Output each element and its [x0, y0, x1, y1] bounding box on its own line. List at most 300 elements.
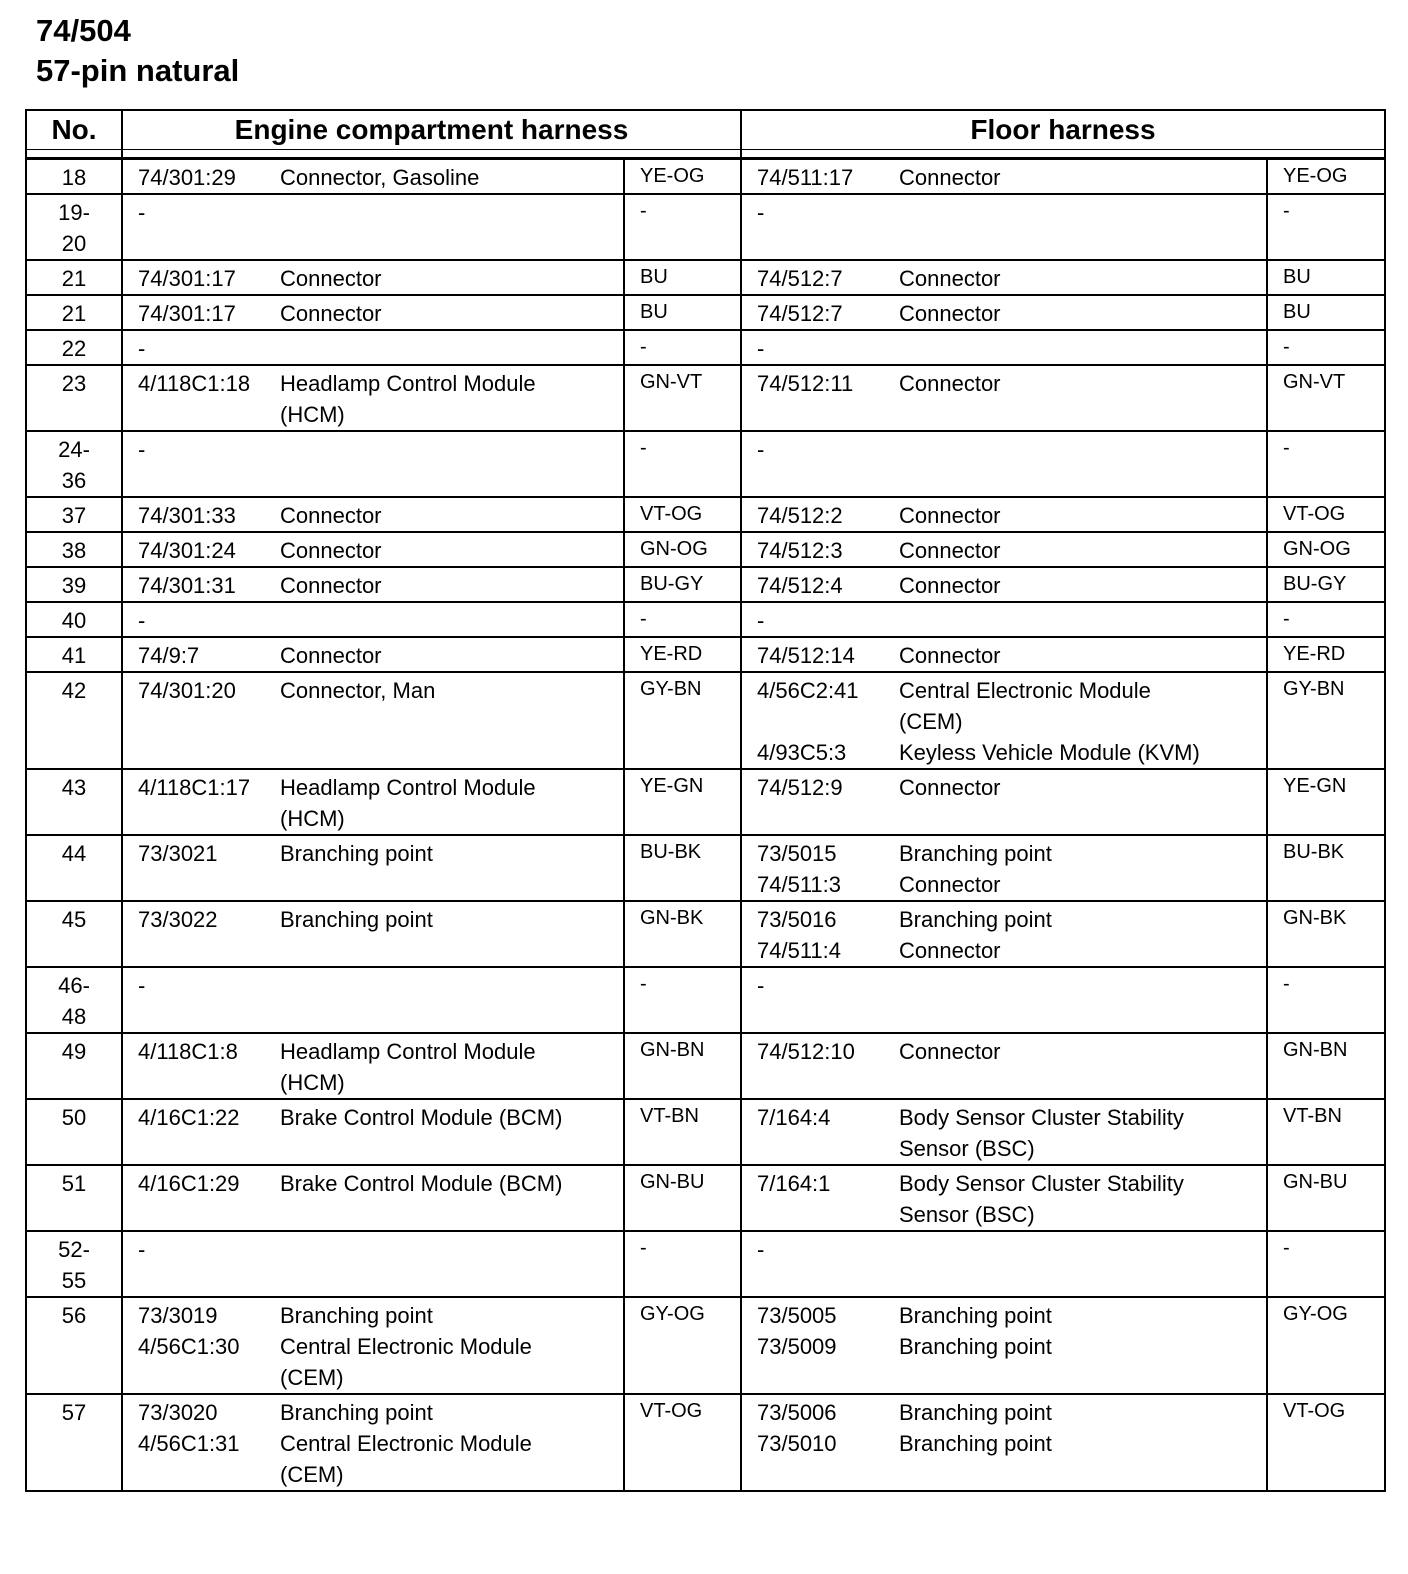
connection-line — [123, 1234, 623, 1265]
floor-wire-color: - — [1267, 330, 1385, 365]
floor-wire-color: - — [1267, 602, 1385, 637]
connection-description: Body Sensor Cluster Stability Sensor (BSC) — [899, 1171, 1184, 1227]
connection-description: Branching point — [899, 907, 1052, 932]
connection-line — [123, 772, 623, 834]
pin-number: 45 — [26, 901, 122, 967]
floor-wire-color: BU — [1267, 260, 1385, 295]
connection-line — [742, 197, 1266, 228]
engine-harness-cell — [122, 672, 624, 769]
engine-wire-color: YE-GN — [624, 769, 741, 835]
connection-line — [123, 368, 623, 430]
connection-description — [899, 1234, 1266, 1265]
engine-wire-color: VT-BN — [624, 1099, 741, 1165]
engine-wire-color: - — [624, 602, 741, 637]
floor-harness-cell — [741, 1033, 1267, 1099]
engine-wire-color: BU-BK — [624, 835, 741, 901]
connection-line — [123, 640, 623, 671]
connection-description: Branching point — [280, 907, 433, 932]
pin-number: 23 — [26, 365, 122, 431]
engine-harness-cell — [122, 967, 624, 1033]
floor-wire-color: VT-OG — [1267, 497, 1385, 532]
engine-wire-color: BU — [624, 260, 741, 295]
floor-harness-cell — [741, 1297, 1267, 1394]
floor-harness-cell — [741, 901, 1267, 967]
floor-wire-color: - — [1267, 431, 1385, 497]
connection-code: 73/5015 — [757, 841, 837, 866]
engine-wire-color: YE-RD — [624, 637, 741, 672]
connection-line — [742, 1168, 1266, 1230]
connection-description: Connector — [280, 266, 382, 291]
connection-code: 74/511:3 — [757, 872, 842, 897]
connection-description: Headlamp Control Module (HCM) — [280, 371, 536, 427]
connection-line — [742, 838, 1266, 869]
pin-number: 41 — [26, 637, 122, 672]
floor-harness-cell — [741, 1099, 1267, 1165]
connection-line — [123, 1300, 623, 1331]
connection-line — [742, 904, 1266, 935]
pin-number: 51 — [26, 1165, 122, 1231]
connection-line — [742, 935, 1266, 966]
floor-harness-cell — [741, 602, 1267, 637]
connection-code: - — [138, 200, 146, 225]
connection-line — [742, 162, 1266, 193]
connection-description: Branching point — [899, 1400, 1052, 1425]
connection-description — [280, 434, 623, 465]
connection-line — [123, 1036, 623, 1098]
connection-code: 74/512:4 — [757, 573, 843, 598]
connection-code: 73/5010 — [757, 1431, 837, 1456]
table-row — [26, 602, 1385, 637]
floor-harness-cell — [741, 295, 1267, 330]
connection-line — [742, 675, 1266, 737]
connection-line — [123, 162, 623, 193]
floor-harness-cell — [741, 1394, 1267, 1491]
table-row — [26, 967, 1385, 1033]
floor-wire-color: BU-GY — [1267, 567, 1385, 602]
floor-harness-cell — [741, 1165, 1267, 1231]
table-row — [26, 1033, 1385, 1099]
connection-line — [742, 1331, 1266, 1362]
connection-description: Connector — [899, 503, 1001, 528]
floor-harness-cell — [741, 967, 1267, 1033]
connection-description: Connector — [899, 872, 1001, 897]
engine-wire-color: GN-BK — [624, 901, 741, 967]
connection-code: 74/512:3 — [757, 538, 843, 563]
table-header — [26, 110, 1385, 150]
connection-code: 74/301:31 — [138, 573, 236, 598]
connection-code: 4/16C1:29 — [138, 1171, 240, 1196]
connector-description: 57-pin natural — [36, 53, 240, 88]
connection-code: 4/56C2:41 — [757, 678, 859, 703]
connection-code: 74/512:2 — [757, 503, 843, 528]
pin-number: 49 — [26, 1033, 122, 1099]
connection-code: - — [138, 336, 146, 361]
pin-number: 46- 48 — [26, 967, 122, 1033]
connection-line — [742, 1428, 1266, 1459]
pin-number: 43 — [26, 769, 122, 835]
connection-code: 74/301:29 — [138, 165, 236, 190]
connection-description: Branching point — [899, 1334, 1052, 1359]
engine-wire-color: GN-BN — [624, 1033, 741, 1099]
table-row — [26, 1231, 1385, 1297]
connection-code: 74/511:17 — [757, 165, 854, 190]
engine-wire-color: GN-BU — [624, 1165, 741, 1231]
engine-wire-color: YE-OG — [624, 159, 741, 195]
connection-code: - — [757, 437, 765, 462]
floor-wire-color: - — [1267, 967, 1385, 1033]
connection-description: Brake Control Module (BCM) — [280, 1105, 563, 1130]
engine-harness-cell — [122, 365, 624, 431]
connection-description: Connector — [899, 643, 1001, 668]
table-row — [26, 1099, 1385, 1165]
connection-code: 73/5016 — [757, 907, 837, 932]
engine-harness-cell — [122, 769, 624, 835]
engine-harness-cell — [122, 835, 624, 901]
floor-harness-cell — [741, 194, 1267, 260]
engine-wire-color: - — [624, 1231, 741, 1297]
engine-harness-cell — [122, 1033, 624, 1099]
engine-harness-cell — [122, 567, 624, 602]
header-separator — [26, 150, 1385, 159]
connection-line — [742, 535, 1266, 566]
floor-wire-color: - — [1267, 1231, 1385, 1297]
connection-code: - — [757, 200, 765, 225]
connection-line — [123, 298, 623, 329]
pin-number: 24- 36 — [26, 431, 122, 497]
connection-code: 74/512:7 — [757, 301, 843, 326]
connection-line — [742, 640, 1266, 671]
floor-harness-cell — [741, 159, 1267, 195]
engine-harness-cell — [122, 532, 624, 567]
engine-wire-color: GY-OG — [624, 1297, 741, 1394]
pin-number: 56 — [26, 1297, 122, 1394]
connection-description — [899, 434, 1266, 465]
connection-code: 74/511:4 — [757, 938, 842, 963]
connection-code: 74/301:33 — [138, 503, 236, 528]
connection-description: Headlamp Control Module (HCM) — [280, 1039, 536, 1095]
floor-harness-cell — [741, 1231, 1267, 1297]
pin-number: 39 — [26, 567, 122, 602]
connection-code: 7/164:1 — [757, 1171, 831, 1196]
connection-line — [123, 904, 623, 935]
connection-code: 73/3019 — [138, 1303, 218, 1328]
connection-line — [742, 772, 1266, 803]
engine-wire-color: GN-OG — [624, 532, 741, 567]
engine-harness-cell — [122, 1297, 624, 1394]
floor-wire-color: BU-BK — [1267, 835, 1385, 901]
connection-code: - — [138, 1237, 146, 1262]
connection-line — [742, 737, 1266, 768]
table-row — [26, 260, 1385, 295]
connection-code: - — [138, 608, 146, 633]
pin-number: 38 — [26, 532, 122, 567]
floor-wire-color: GN-BU — [1267, 1165, 1385, 1231]
connection-description — [280, 605, 623, 636]
connection-description: Connector — [280, 503, 382, 528]
connection-code: 74/301:17 — [138, 266, 236, 291]
engine-harness-cell — [122, 260, 624, 295]
connection-description — [280, 333, 623, 364]
engine-harness-cell — [122, 602, 624, 637]
connection-line — [123, 500, 623, 531]
table-row — [26, 901, 1385, 967]
connection-line — [123, 197, 623, 228]
connection-description: Branching point — [899, 841, 1052, 866]
pin-number: 21 — [26, 295, 122, 330]
engine-harness-cell — [122, 637, 624, 672]
connection-code: - — [138, 437, 146, 462]
pin-number: 57 — [26, 1394, 122, 1491]
connection-code: - — [757, 973, 765, 998]
connection-description: Connector — [899, 371, 1001, 396]
connection-description: Central Electronic Module (CEM) — [280, 1431, 532, 1487]
table-row — [26, 330, 1385, 365]
engine-harness-cell — [122, 497, 624, 532]
floor-wire-color: - — [1267, 194, 1385, 260]
floor-harness-cell — [741, 260, 1267, 295]
pin-number: 22 — [26, 330, 122, 365]
table-row — [26, 1394, 1385, 1491]
connection-code: 73/3020 — [138, 1400, 218, 1425]
connection-code: - — [757, 1237, 765, 1262]
header-floor-harness: Floor harness — [741, 110, 1385, 150]
connection-code: 74/512:7 — [757, 266, 843, 291]
table-row — [26, 365, 1385, 431]
table-row — [26, 637, 1385, 672]
connection-description: Branching point — [280, 1303, 433, 1328]
floor-harness-cell — [741, 497, 1267, 532]
engine-harness-cell — [122, 901, 624, 967]
pin-number: 19- 20 — [26, 194, 122, 260]
engine-wire-color: VT-OG — [624, 1394, 741, 1491]
engine-harness-cell — [122, 1394, 624, 1491]
connection-line — [742, 333, 1266, 364]
connection-description — [280, 970, 623, 1001]
connection-code: 7/164:4 — [757, 1105, 831, 1130]
connection-description: Branching point — [280, 1400, 433, 1425]
connection-code: 74/512:9 — [757, 775, 843, 800]
connection-description — [899, 333, 1266, 364]
floor-wire-color: VT-BN — [1267, 1099, 1385, 1165]
pin-number: 44 — [26, 835, 122, 901]
connection-line — [123, 1331, 623, 1393]
floor-harness-cell — [741, 532, 1267, 567]
floor-harness-cell — [741, 769, 1267, 835]
connection-line — [742, 500, 1266, 531]
floor-harness-cell — [741, 431, 1267, 497]
connection-description: Branching point — [899, 1303, 1052, 1328]
connection-description: Connector — [899, 165, 1001, 190]
table-row — [26, 1165, 1385, 1231]
connection-code: 4/56C1:30 — [138, 1334, 240, 1359]
floor-wire-color: GN-BK — [1267, 901, 1385, 967]
floor-wire-color: VT-OG — [1267, 1394, 1385, 1491]
connection-description: Central Electronic Module (CEM) — [280, 1334, 532, 1390]
table-row — [26, 295, 1385, 330]
connection-description: Central Electronic Module (CEM) — [899, 678, 1151, 734]
connection-code: 74/9:7 — [138, 643, 200, 668]
connection-description: Connector — [899, 266, 1001, 291]
connection-code: 4/118C1:18 — [138, 371, 251, 396]
connection-line — [123, 333, 623, 364]
connection-description: Connector — [899, 573, 1001, 598]
connection-line — [123, 970, 623, 1001]
engine-wire-color: - — [624, 330, 741, 365]
connection-line — [742, 1102, 1266, 1164]
engine-harness-cell — [122, 1231, 624, 1297]
connection-description: Body Sensor Cluster Stability Sensor (BSC) — [899, 1105, 1184, 1161]
floor-harness-cell — [741, 637, 1267, 672]
engine-wire-color: BU — [624, 295, 741, 330]
floor-wire-color: GN-OG — [1267, 532, 1385, 567]
floor-harness-cell — [741, 365, 1267, 431]
connection-description: Brake Control Module (BCM) — [280, 1171, 563, 1196]
engine-wire-color: GN-VT — [624, 365, 741, 431]
connection-line — [742, 368, 1266, 399]
connection-code: 73/3022 — [138, 907, 218, 932]
connection-description: Branching point — [899, 1431, 1052, 1456]
floor-harness-cell — [741, 835, 1267, 901]
connection-line — [123, 1428, 623, 1490]
connection-line — [742, 570, 1266, 601]
connection-description: Branching point — [280, 841, 433, 866]
table-row — [26, 159, 1385, 195]
connection-description — [899, 197, 1266, 228]
floor-harness-cell — [741, 330, 1267, 365]
pin-number: 42 — [26, 672, 122, 769]
connection-description — [280, 1234, 623, 1265]
floor-wire-color: YE-RD — [1267, 637, 1385, 672]
engine-wire-color: - — [624, 194, 741, 260]
connection-line — [123, 605, 623, 636]
connection-code: 4/118C1:17 — [138, 775, 251, 800]
engine-harness-cell — [122, 159, 624, 195]
floor-wire-color: BU — [1267, 295, 1385, 330]
connection-code: 73/3021 — [138, 841, 218, 866]
connection-code: 73/5009 — [757, 1334, 837, 1359]
connection-code: 74/512:10 — [757, 1039, 855, 1064]
connection-line — [123, 263, 623, 294]
floor-harness-cell — [741, 672, 1267, 769]
connection-description: Connector — [280, 573, 382, 598]
connector-id: 74/504 — [36, 13, 131, 48]
connection-line — [123, 434, 623, 465]
table-row — [26, 532, 1385, 567]
connection-line — [123, 535, 623, 566]
connection-code: 73/5006 — [757, 1400, 837, 1425]
connection-line — [123, 1397, 623, 1428]
connection-code: 74/301:20 — [138, 678, 236, 703]
connection-code: 4/56C1:31 — [138, 1431, 240, 1456]
connection-code: 4/93C5:3 — [757, 740, 847, 765]
table-body — [26, 159, 1385, 1492]
connection-code: 4/118C1:8 — [138, 1039, 238, 1064]
connection-description: Connector — [899, 775, 1001, 800]
pin-number: 21 — [26, 260, 122, 295]
floor-wire-color: YE-GN — [1267, 769, 1385, 835]
pin-number: 18 — [26, 159, 122, 195]
connection-line — [742, 298, 1266, 329]
connection-description: Connector, Man — [280, 678, 436, 703]
connection-code: 74/512:11 — [757, 371, 854, 396]
engine-wire-color: - — [624, 967, 741, 1033]
connection-description: Keyless Vehicle Module (KVM) — [899, 740, 1200, 765]
connection-description: Connector — [899, 301, 1001, 326]
connection-description: Connector — [280, 643, 382, 668]
floor-wire-color: GN-BN — [1267, 1033, 1385, 1099]
table-row — [26, 769, 1385, 835]
floor-wire-color: GY-BN — [1267, 672, 1385, 769]
connection-description: Connector — [899, 938, 1001, 963]
header-engine-harness: Engine compartment harness — [122, 110, 741, 150]
connection-code: 74/301:17 — [138, 301, 236, 326]
engine-wire-color: GY-BN — [624, 672, 741, 769]
connection-code: - — [757, 336, 765, 361]
connection-line — [123, 570, 623, 601]
connection-description: Connector — [280, 301, 382, 326]
connection-line — [123, 838, 623, 869]
connection-description: Connector — [899, 1039, 1001, 1064]
table-row — [26, 194, 1385, 260]
pin-number: 40 — [26, 602, 122, 637]
connection-description: Connector — [280, 538, 382, 563]
engine-harness-cell — [122, 295, 624, 330]
connection-line — [742, 1300, 1266, 1331]
connection-line — [742, 970, 1266, 1001]
table-row — [26, 672, 1385, 769]
floor-wire-color: YE-OG — [1267, 159, 1385, 195]
connection-code: 4/16C1:22 — [138, 1105, 240, 1130]
connection-line — [742, 1234, 1266, 1265]
connection-code: - — [138, 973, 146, 998]
connection-code: - — [757, 608, 765, 633]
engine-harness-cell — [122, 194, 624, 260]
pin-number: 50 — [26, 1099, 122, 1165]
table-row — [26, 835, 1385, 901]
connection-description — [899, 970, 1266, 1001]
engine-harness-cell — [122, 431, 624, 497]
connection-line — [742, 1397, 1266, 1428]
pin-number: 37 — [26, 497, 122, 532]
connection-line — [123, 1168, 623, 1199]
pinout-table — [25, 109, 1386, 1492]
engine-harness-cell — [122, 330, 624, 365]
header-no: No. — [26, 110, 122, 150]
connection-code: 74/301:24 — [138, 538, 236, 563]
connection-description: Connector, Gasoline — [280, 165, 480, 190]
pin-number: 52- 55 — [26, 1231, 122, 1297]
connection-code: 74/512:14 — [757, 643, 855, 668]
engine-harness-cell — [122, 1165, 624, 1231]
connection-line — [742, 605, 1266, 636]
connection-description: Headlamp Control Module (HCM) — [280, 775, 536, 831]
floor-harness-cell — [741, 567, 1267, 602]
table-row — [26, 1297, 1385, 1394]
connection-line — [742, 434, 1266, 465]
connection-line — [123, 1102, 623, 1133]
engine-wire-color: VT-OG — [624, 497, 741, 532]
floor-wire-color: GN-VT — [1267, 365, 1385, 431]
engine-wire-color: - — [624, 431, 741, 497]
engine-harness-cell — [122, 1099, 624, 1165]
table-row — [26, 567, 1385, 602]
table-row — [26, 431, 1385, 497]
connection-line — [742, 263, 1266, 294]
connection-line — [123, 675, 623, 706]
floor-wire-color: GY-OG — [1267, 1297, 1385, 1394]
connection-code: 73/5005 — [757, 1303, 837, 1328]
connection-description: Connector — [899, 538, 1001, 563]
